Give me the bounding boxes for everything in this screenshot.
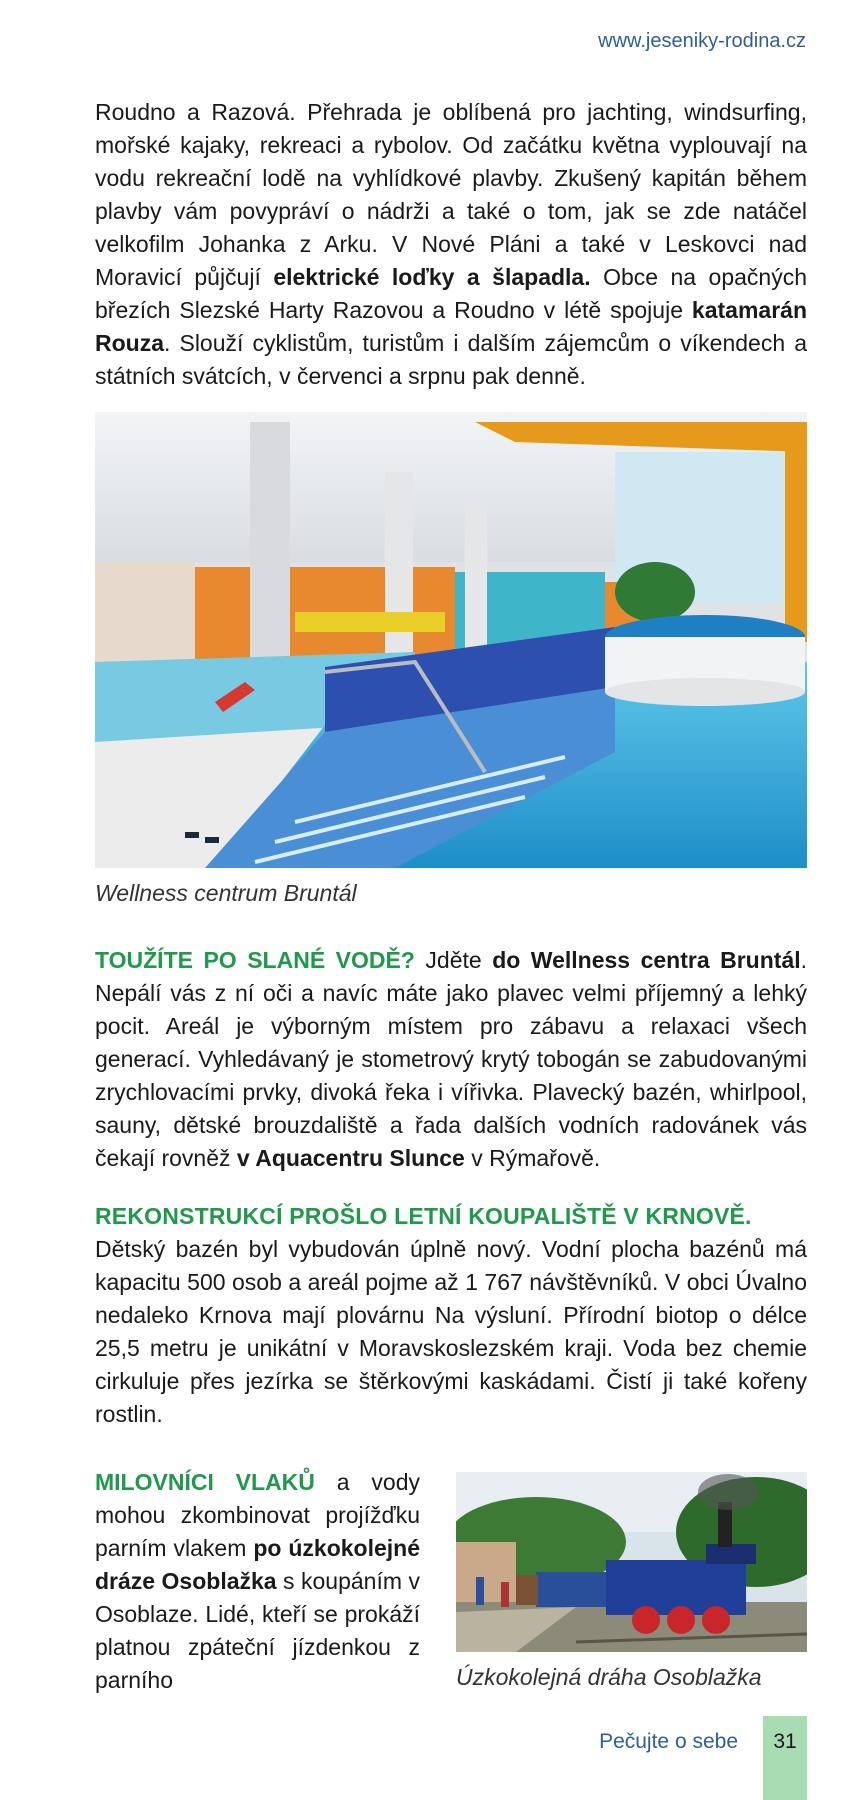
intro-bold-boats: elektrické loďky a šlapadla. [273,264,591,290]
page-number-box [763,1716,807,1800]
intro-bold-catamaran: katamarán Rouza [95,297,807,356]
krnov-text: Dětský bazén byl vybudován úplně nový. Vodní plocha bazénů má kapacitu 500 osob a areál pojme až 1 767 návštěvníků. V obci Úvalno nedaleko Krnova mají plovárnu Na výsluní. Přírodní biotop o délce 25,5 metru je unikátní v Moravskoslezském kraji. Voda bez chemie cirkuluje přes jezírka se štěrkovými kaskádami. Čistí ji také kořeny rostlin. [95,1236,807,1427]
trains-text-2: s koupáním v Osoblaze. Lidé, kteří se prokáží platnou zpáteční jízdenkou z parního [95,1568,420,1693]
wellness-heading: TOUŽÍTE PO SLANÉ VODĚ? [95,947,415,973]
trains-heading: MILOVNÍCI VLAKŮ [95,1469,315,1495]
footer-section-label: Pečujte o sebe [599,1730,738,1753]
krnov-heading: REKONSTRUKCÍ PROŠLO LETNÍ KOUPALIŠTĚ V KRNOVĚ. [95,1203,752,1229]
page-number: 31 [773,1730,797,1753]
pool-illustration [95,412,807,868]
train-photo-caption: Úzkokolejná dráha Osoblažka [456,1664,762,1690]
wellness-pool-photo [95,412,807,868]
wellness-bold-aquacentrum: v Aquacentru Slunce [236,1145,465,1171]
wellness-text-1: Jděte [414,947,493,973]
intro-text-3: . Slouží cyklistům, turistům i dalším zájemcům o víkendech a státních svátcích, v červenci a srpnu pak denně. [95,330,807,389]
steam-train-photo [456,1472,807,1652]
wellness-bold-centre: do Wellness centra Bruntál [492,947,801,973]
intro-paragraph [95,96,807,393]
site-url: www.jeseniky-rodina.cz [598,30,806,52]
wellness-photo-caption: Wellness centrum Bruntál [95,880,357,906]
intro-text-1: Roudno a Razová. Přehrada je oblíbená pro jachting, windsurfing, mořské kajaky, rekreaci a rybolov. Od začátku května vyplouvají na vodu rekreační lodě na vyhlídkové plavby. Zkušený kapitán během plavby vám povypráví o nádrži a také o tom, jak se zde natáčel velkofilm Johanka z Arku. V Nové Pláni a také v Leskovci nad Moravicí půjčují [95,99,807,290]
trains-paragraph [95,1466,420,1697]
wellness-text-3: v Rýmařově. [464,1145,601,1171]
trains-bold-railway: po úzkokolejné dráze Osoblažka [95,1535,420,1594]
intro-text-2: Obce na opačných březích Slezské Harty Razovou a Roudno v létě spojuje [95,264,807,323]
wellness-paragraph [95,944,807,1175]
wellness-text-2: . Nepálí vás z ní oči a navíc máte jako plavec velmi příjemný a lehký pocit. Areál je výborným místem pro zábavu a relaxaci všech generací. Vyhledávaný je stometrový krytý tobogán se zabudovanými zrychlovacími prvky, divoká řeka i vířivka. Plavecký bazén, whirlpool, sauny, dětské brouzdaliště a řada dalších vodních radovánek vás čekají rovněž [95,947,808,1171]
trains-text-1: a vody mohou zkombinovat projížďku parním vlakem [95,1469,420,1561]
krnov-paragraph [95,1200,807,1431]
train-illustration [456,1472,807,1652]
